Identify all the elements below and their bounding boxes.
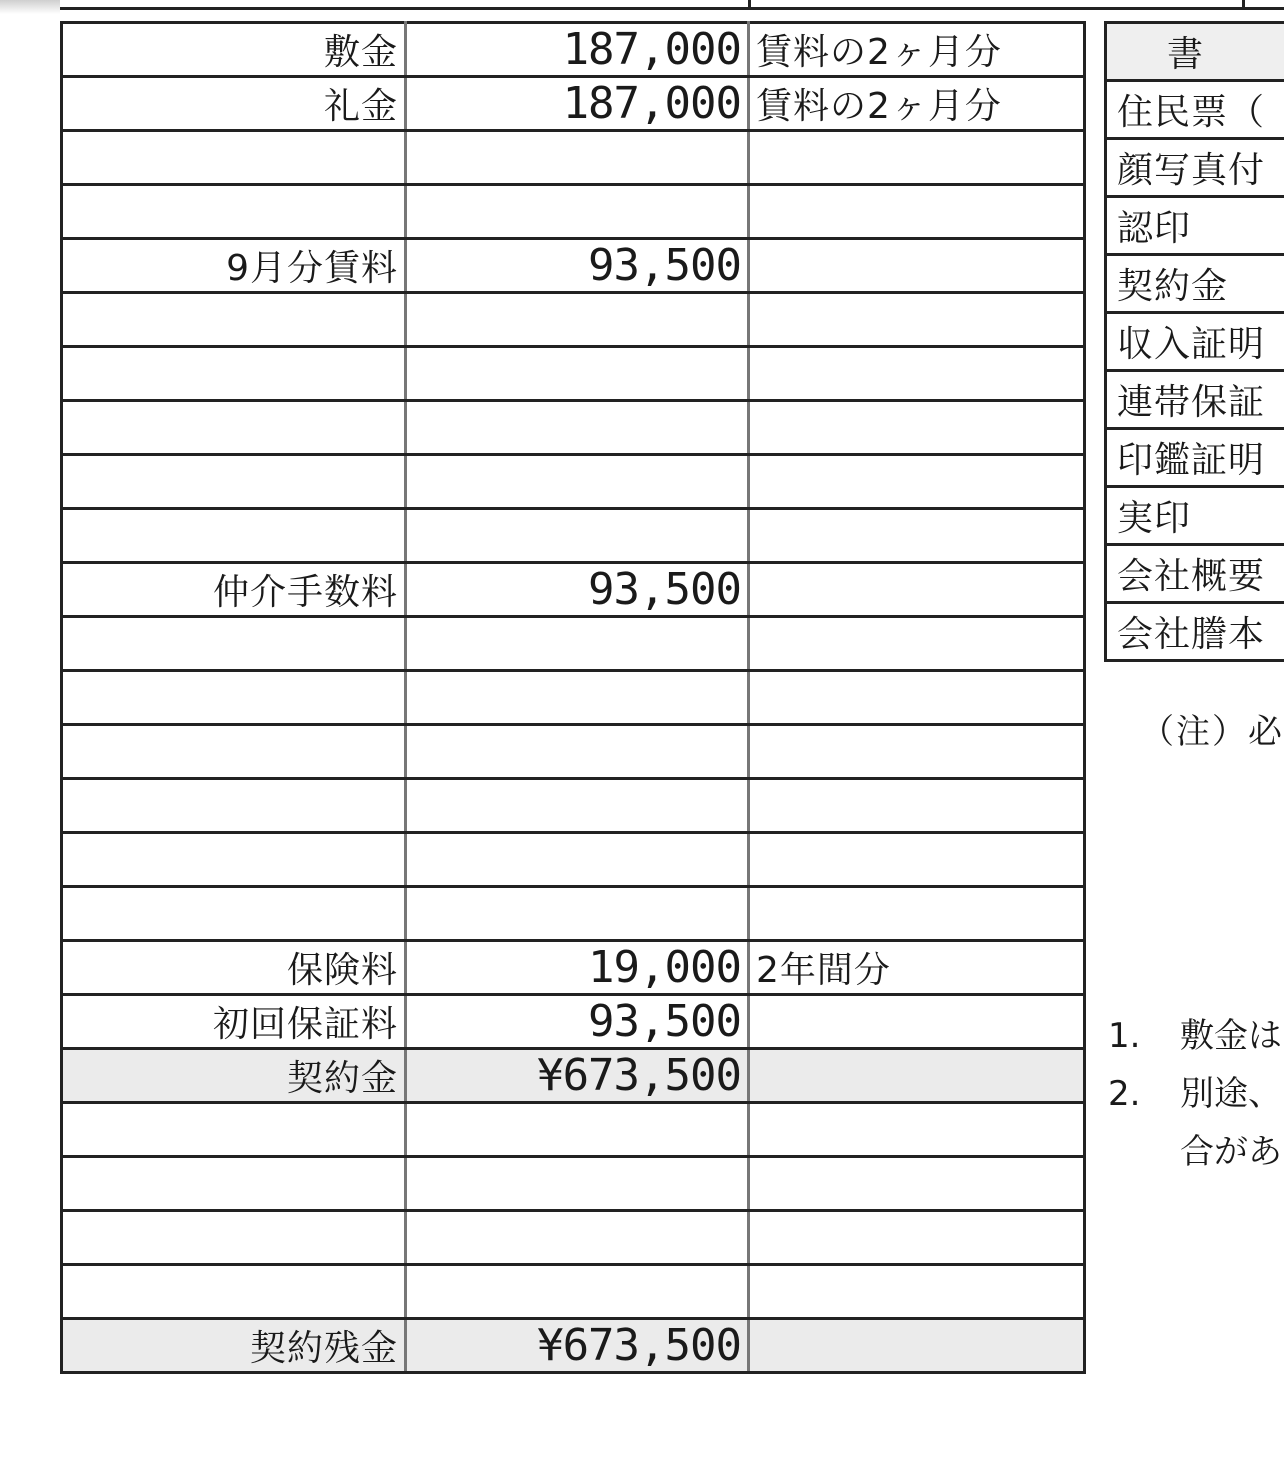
fee-note (749, 509, 1085, 563)
fee-amount (406, 887, 749, 941)
fee-row (62, 239, 1085, 293)
fee-row (62, 77, 1085, 131)
fee-amount: 187,000 (406, 23, 749, 77)
fee-row (62, 941, 1085, 995)
fee-label (62, 293, 406, 347)
fee-row (62, 347, 1085, 401)
fee-row (62, 1049, 1085, 1103)
fee-note (749, 131, 1085, 185)
fee-note: 賃料の2ヶ月分 (749, 77, 1085, 131)
fee-amount: 93,500 (406, 563, 749, 617)
document-item: 会社謄本 (1106, 603, 1284, 661)
fee-note (749, 617, 1085, 671)
fee-amount (406, 1157, 749, 1211)
fee-note (749, 1319, 1085, 1373)
fee-amount (406, 131, 749, 185)
fee-amount (406, 779, 749, 833)
fee-row (62, 1319, 1085, 1373)
fee-row (62, 1265, 1085, 1319)
fee-note (749, 1211, 1085, 1265)
list-number: 1. (1108, 1016, 1141, 1056)
fee-label: 敷金 (62, 23, 406, 77)
fee-label (62, 671, 406, 725)
fee-amount (406, 725, 749, 779)
fee-row (62, 1103, 1085, 1157)
fee-row (62, 995, 1085, 1049)
list-text: 敷金は (1180, 1016, 1282, 1056)
fee-label (62, 887, 406, 941)
fee-note (749, 401, 1085, 455)
fee-label (62, 1103, 406, 1157)
fee-amount (406, 1265, 749, 1319)
fee-label: 仲介手数料 (62, 563, 406, 617)
fee-label: 9月分賃料 (62, 239, 406, 293)
top-shade (0, 0, 60, 14)
fee-amount: 93,500 (406, 239, 749, 293)
fee-label: 契約残金 (62, 1319, 406, 1373)
fee-row (62, 1157, 1085, 1211)
fee-row (62, 887, 1085, 941)
fee-label (62, 833, 406, 887)
fee-amount (406, 509, 749, 563)
column-divider (748, 0, 751, 8)
fee-label (62, 617, 406, 671)
document-item: 住民票（ (1106, 81, 1284, 139)
fee-label (62, 131, 406, 185)
fee-amount (406, 185, 749, 239)
fee-row (62, 617, 1085, 671)
fee-note (749, 455, 1085, 509)
fee-label (62, 1157, 406, 1211)
fee-label (62, 347, 406, 401)
fee-amount: 19,000 (406, 941, 749, 995)
fee-note (749, 1157, 1085, 1211)
document-item: 実印 (1106, 487, 1284, 545)
fee-label: 契約金 (62, 1049, 406, 1103)
fee-row (62, 1211, 1085, 1265)
fee-label (62, 1265, 406, 1319)
fee-amount: ¥673,500 (406, 1319, 749, 1373)
document-item: 連帯保証 (1106, 371, 1284, 429)
fee-note (749, 1103, 1085, 1157)
fee-note (749, 563, 1085, 617)
fee-label (62, 779, 406, 833)
fee-label (62, 185, 406, 239)
fee-label (62, 1211, 406, 1265)
fee-label (62, 509, 406, 563)
fee-row (62, 779, 1085, 833)
fee-row (62, 131, 1085, 185)
fee-label: 初回保証料 (62, 995, 406, 1049)
document-item: 顔写真付 (1106, 139, 1284, 197)
fee-label: 保険料 (62, 941, 406, 995)
fee-label (62, 725, 406, 779)
required-documents-table (1104, 21, 1284, 662)
document-item: 認印 (1106, 197, 1284, 255)
fee-row (62, 671, 1085, 725)
fee-note (749, 239, 1085, 293)
previous-table-edge (60, 0, 1284, 10)
fee-note (749, 347, 1085, 401)
fee-row (62, 563, 1085, 617)
fee-note (749, 779, 1085, 833)
list-number: 2. (1108, 1074, 1141, 1114)
fee-amount (406, 455, 749, 509)
fee-note (749, 1265, 1085, 1319)
document-item: 収入証明 (1106, 313, 1284, 371)
fee-row (62, 725, 1085, 779)
list-item (1108, 1066, 1282, 1115)
fee-label: 礼金 (62, 77, 406, 131)
list-item (1108, 1008, 1282, 1057)
fee-row (62, 23, 1085, 77)
documents-header: 書 (1106, 23, 1284, 81)
column-divider (1242, 0, 1245, 8)
fee-amount (406, 401, 749, 455)
fee-note (749, 833, 1085, 887)
fee-note: 2年間分 (749, 941, 1085, 995)
fee-note (749, 995, 1085, 1049)
fee-note (749, 293, 1085, 347)
fee-row (62, 509, 1085, 563)
fee-note: 賃料の2ヶ月分 (749, 23, 1085, 77)
fee-amount: 187,000 (406, 77, 749, 131)
list-text: 合があ (1180, 1132, 1282, 1172)
fee-amount (406, 1211, 749, 1265)
fee-amount (406, 833, 749, 887)
fee-amount (406, 617, 749, 671)
fee-amount: 93,500 (406, 995, 749, 1049)
fee-note (749, 725, 1085, 779)
fee-amount: ¥673,500 (406, 1049, 749, 1103)
document-item: 印鑑証明 (1106, 429, 1284, 487)
document-item: 契約金 (1106, 255, 1284, 313)
fee-note (749, 1049, 1085, 1103)
fee-amount (406, 347, 749, 401)
fee-row (62, 455, 1085, 509)
list-item (1108, 1124, 1282, 1173)
fee-note (749, 671, 1085, 725)
fee-label (62, 455, 406, 509)
fee-table (60, 21, 1086, 1374)
fee-amount (406, 293, 749, 347)
list-text: 別途、 (1180, 1074, 1282, 1114)
note-text: （注）必 (1140, 712, 1284, 752)
document-item: 会社概要 (1106, 545, 1284, 603)
fee-amount (406, 671, 749, 725)
fee-amount (406, 1103, 749, 1157)
fee-row (62, 185, 1085, 239)
fee-label (62, 401, 406, 455)
fee-row (62, 833, 1085, 887)
fee-note (749, 185, 1085, 239)
fee-note (749, 887, 1085, 941)
fee-row (62, 293, 1085, 347)
fee-row (62, 401, 1085, 455)
